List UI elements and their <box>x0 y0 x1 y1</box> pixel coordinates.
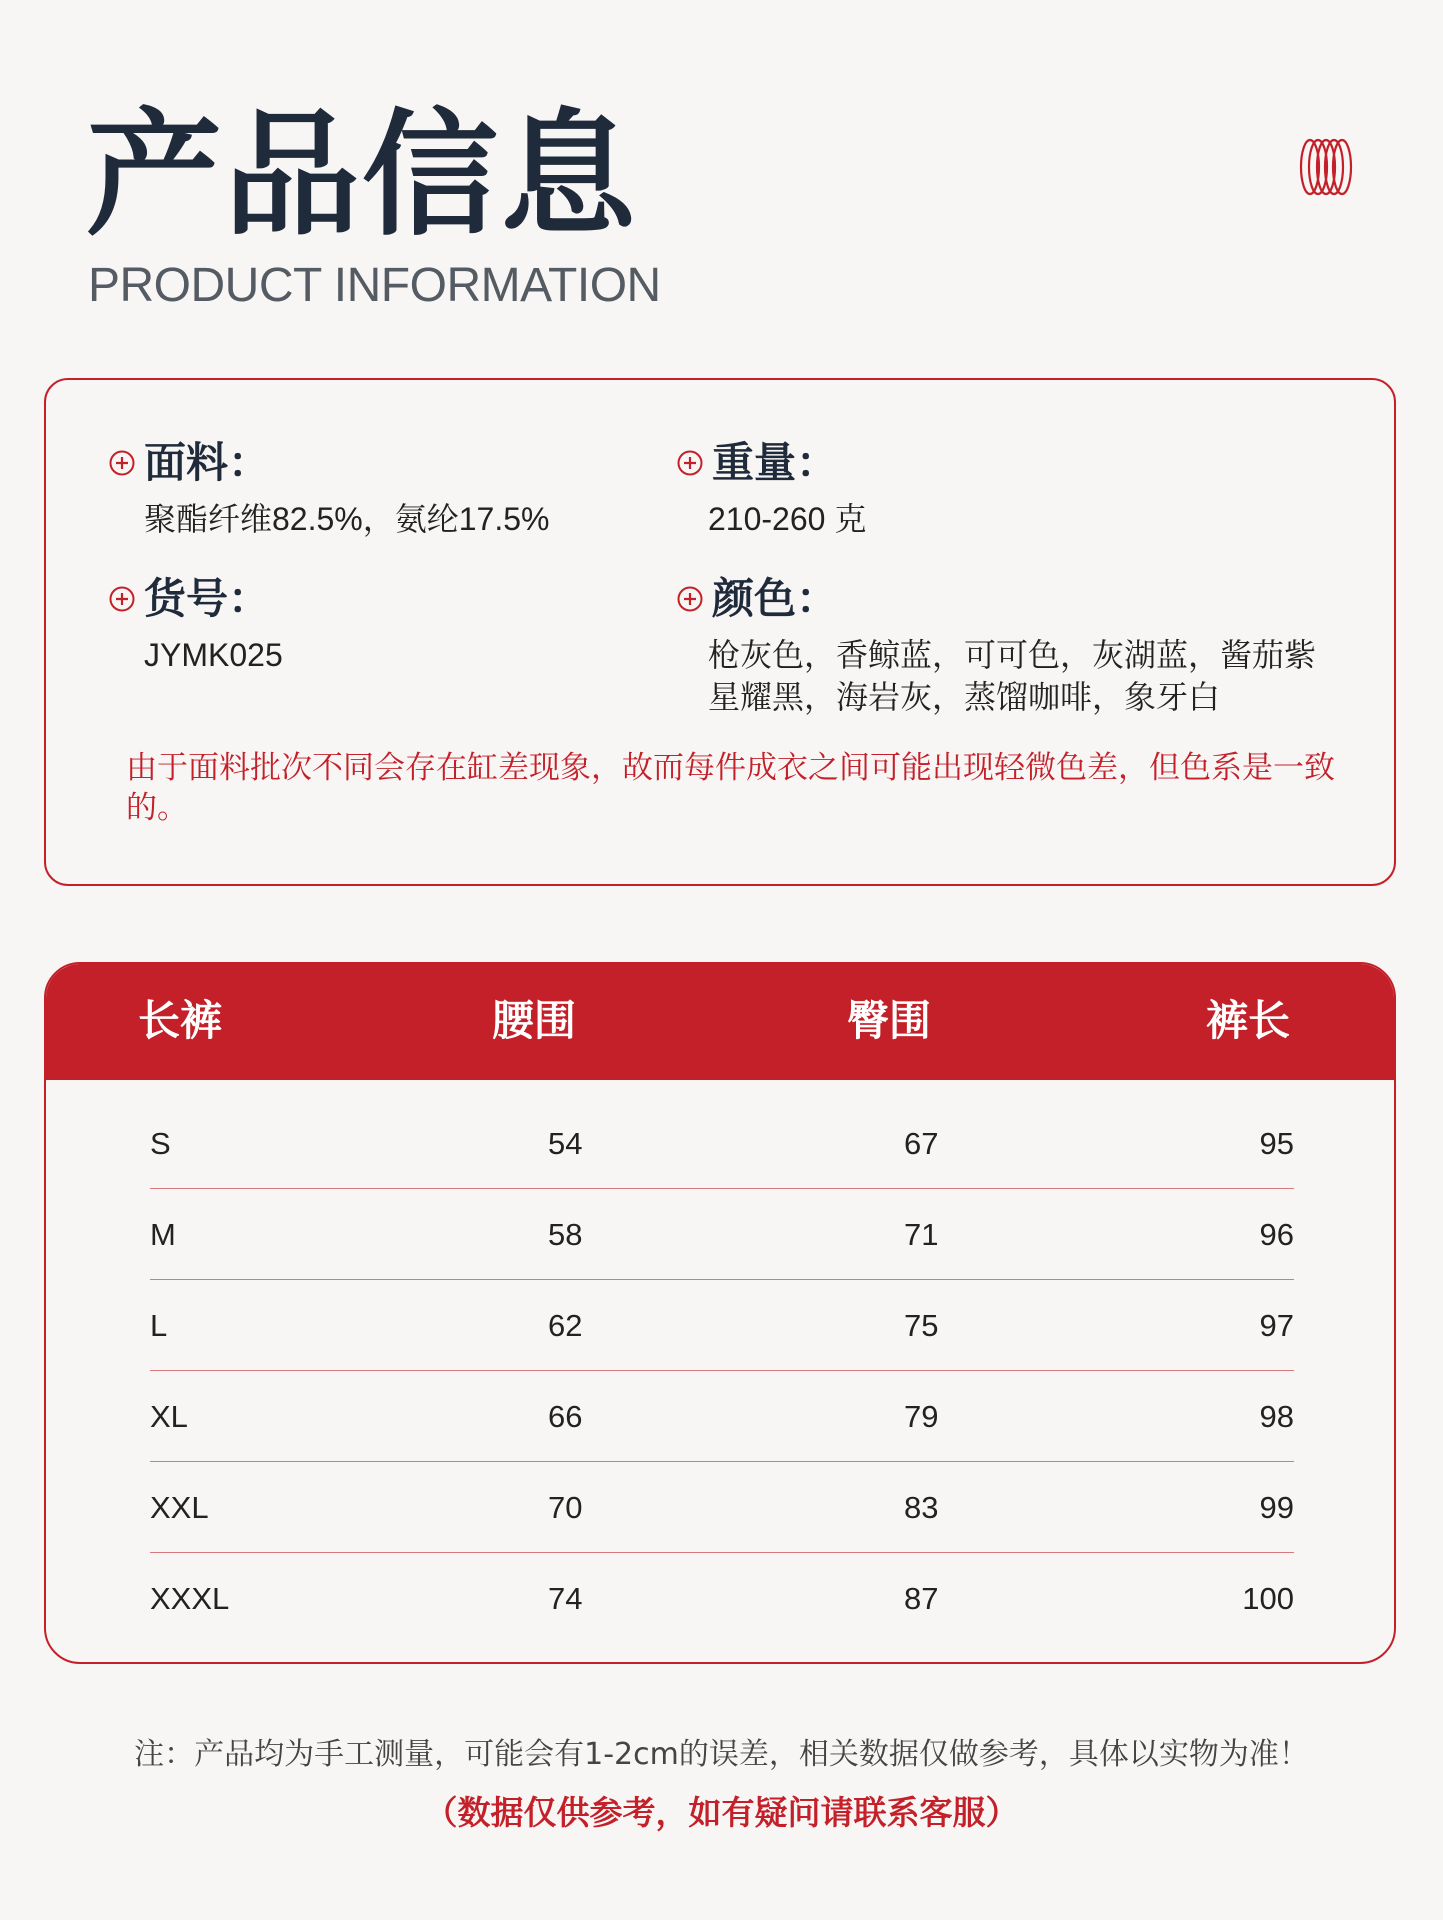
weight-block <box>676 438 867 540</box>
table-cell: XXL <box>150 1490 209 1525</box>
size-table-header <box>46 964 1394 1080</box>
table-cell: 99 <box>1259 1490 1294 1525</box>
color-block <box>676 574 1317 718</box>
column-header: 腰围 <box>492 996 577 1045</box>
table-cell: 96 <box>1259 1217 1294 1252</box>
color-value <box>676 634 1316 718</box>
rings-logo-icon <box>1296 137 1356 197</box>
weight-label: 重量： <box>712 438 839 487</box>
item-number-label: 货号： <box>144 574 271 623</box>
fabric-value: 聚酯纤维82.5%，氨纶17.5% <box>144 501 550 537</box>
product-info-card <box>44 378 1396 886</box>
table-cell: 67 <box>904 1126 939 1161</box>
table-cell: 54 <box>548 1126 583 1161</box>
color-value-line: 星耀黑，海岩灰，蒸馏咖啡，象牙白 <box>708 679 1221 715</box>
table-cell: 97 <box>1259 1308 1294 1343</box>
table-cell: L <box>150 1308 168 1343</box>
size-table <box>44 962 1396 1664</box>
column-header: 裤长 <box>1206 996 1291 1045</box>
table-cell: 95 <box>1259 1126 1294 1161</box>
color-label: 颜色： <box>712 574 839 623</box>
table-cell: 66 <box>548 1399 583 1434</box>
weight-value: 210-260 克 <box>708 501 867 537</box>
color-value-line: 枪灰色，香鲸蓝，可可色，灰湖蓝，酱茄紫 <box>708 637 1317 673</box>
plus-circle-icon <box>676 585 704 613</box>
table-row <box>150 1280 1294 1371</box>
table-cell: 87 <box>904 1581 939 1616</box>
table-cell: 75 <box>904 1308 939 1343</box>
table-cell: 98 <box>1259 1399 1294 1434</box>
table-cell: S <box>150 1126 171 1161</box>
fabric-label: 面料： <box>144 438 271 487</box>
page-title: 产品信息 <box>86 97 638 255</box>
measurement-note: 注：产品均为手工测量，可能会有1-2cm的误差，相关数据仅做参考，具体以实物为准！ <box>134 1737 1309 1772</box>
plus-circle-icon <box>108 585 136 613</box>
table-cell: XXXL <box>150 1581 230 1616</box>
table-row <box>150 1371 1294 1462</box>
table-row <box>150 1189 1294 1280</box>
item-number-value: JYMK025 <box>144 637 283 673</box>
column-header: 臀围 <box>847 996 932 1045</box>
table-cell: 83 <box>904 1490 939 1525</box>
table-cell: 74 <box>548 1581 583 1616</box>
table-cell: 100 <box>1242 1581 1294 1616</box>
table-cell: 70 <box>548 1490 583 1525</box>
column-header: 长裤 <box>138 996 223 1045</box>
color-variance-notice: 由于面料批次不同会存在缸差现象，故而每件成衣之间可能出现轻微色差，但色系是一致的。 <box>126 750 1335 826</box>
plus-circle-icon <box>676 449 704 477</box>
table-row <box>150 1553 1294 1644</box>
table-cell: XL <box>150 1399 188 1434</box>
table-row <box>150 1098 1294 1189</box>
contact-note: （数据仅供参考，如有疑问请联系客服） <box>424 1793 1019 1832</box>
item-number-block <box>108 574 283 676</box>
table-cell: 58 <box>548 1217 583 1252</box>
table-cell: M <box>150 1217 176 1252</box>
table-cell: 62 <box>548 1308 583 1343</box>
plus-circle-icon <box>108 449 136 477</box>
table-cell: 71 <box>904 1217 939 1252</box>
fabric-block <box>108 438 550 540</box>
table-row <box>150 1462 1294 1553</box>
table-cell: 79 <box>904 1399 939 1434</box>
page-subtitle: PRODUCT INFORMATION <box>88 259 661 312</box>
